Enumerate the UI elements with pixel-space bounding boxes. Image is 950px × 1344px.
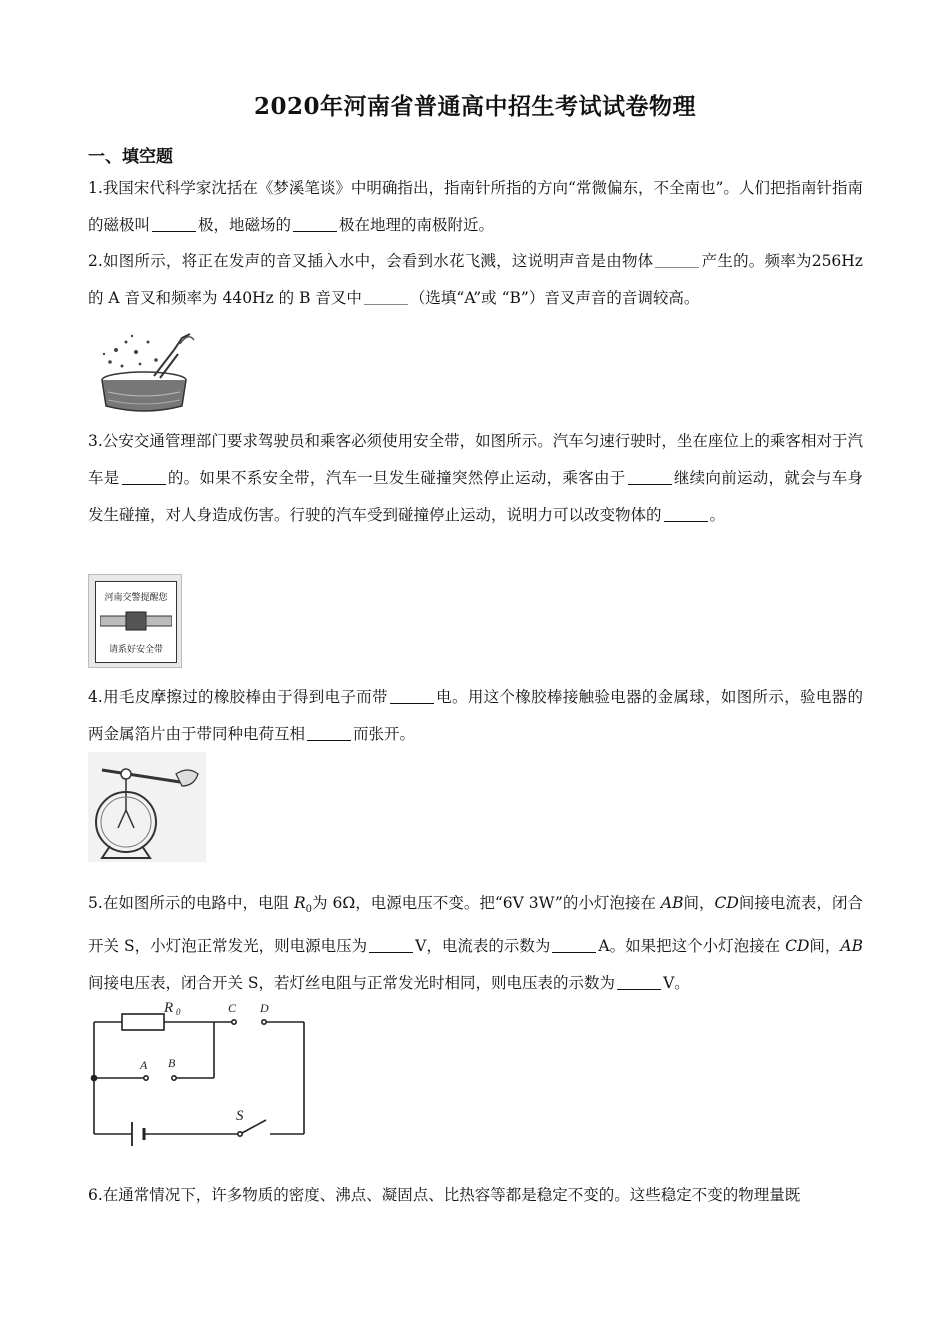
question-number: 5. bbox=[88, 894, 103, 912]
answer-blank[interactable] bbox=[152, 216, 196, 233]
seatbelt-sign-figure bbox=[88, 574, 182, 668]
answer-blank[interactable] bbox=[364, 289, 408, 306]
tuning-fork-figure bbox=[96, 330, 196, 414]
question-3: 3.公安交通管理部门要求驾驶员和乘客必须使用安全带，如图所示。汽车匀速行驶时，坐在座位上的乘客相对于汽车是 的。如果不系安全带，汽车一旦发生碰撞突然停止运动，乘客由于 继续向前运动，就会与车身发生碰撞，对人身造成伤害。行驶的汽车受到碰撞停止运动，说明力可以改变物体的 。 bbox=[88, 432, 863, 524]
sign-top-text: 河南交警提醒您 bbox=[104, 593, 168, 603]
question-number: 3. bbox=[88, 432, 103, 450]
question-1: 1.我国宋代科学家沈括在《梦溪笔谈》中明确指出，指南针所指的方向“常微偏东，不全南也”。人们把指南针指南的磁极叫 极，地磁场的 极在地理的南极附近。 bbox=[88, 179, 863, 234]
question-6: 6.在通常情况下，许多物质的密度、沸点、凝固点、比热容等都是稳定不变的。这些稳定不变的物理量既 bbox=[88, 1186, 801, 1204]
sign-bottom-text: 请系好安全带 bbox=[108, 645, 163, 655]
answer-blank[interactable] bbox=[390, 688, 434, 705]
sign-frame bbox=[95, 581, 177, 663]
label-d: D bbox=[260, 1001, 269, 1015]
answer-blank[interactable] bbox=[122, 469, 166, 486]
buckle-icon bbox=[100, 608, 172, 634]
electroscope-figure bbox=[88, 752, 206, 862]
answer-blank[interactable] bbox=[628, 469, 672, 486]
answer-blank[interactable] bbox=[552, 937, 596, 954]
answer-blank[interactable] bbox=[369, 937, 413, 954]
question-number: 4. bbox=[88, 688, 103, 706]
label-c: C bbox=[228, 1001, 237, 1015]
question-number: 1. bbox=[88, 179, 103, 197]
section-heading: 一、填空题 bbox=[88, 147, 173, 167]
question-number: 6. bbox=[88, 1186, 103, 1204]
answer-blank[interactable] bbox=[293, 216, 337, 233]
label-b: B bbox=[168, 1056, 176, 1070]
label-r0: R bbox=[164, 1000, 174, 1016]
answer-blank[interactable] bbox=[307, 725, 351, 742]
question-number: 2. bbox=[88, 252, 103, 270]
question-2: 2.如图所示，将正在发声的音叉插入水中，会看到水花飞溅，这说明声音是由物体 产生的。频率为256Hz 的 A 音叉和频率为 440Hz 的 B 音叉中 （选填“A”或 “B”）音叉声音的音调较高。 bbox=[88, 252, 863, 307]
answer-blank[interactable] bbox=[617, 974, 661, 991]
label-a: A bbox=[140, 1058, 148, 1072]
question-4: 4.用毛皮摩擦过的橡胶棒由于得到电子而带 电。用这个橡胶棒接触验电器的金属球，如图所示，验电器的两金属箔片由于带同种电荷互相 而张开。 bbox=[88, 688, 863, 743]
answer-blank[interactable] bbox=[664, 506, 708, 523]
label-r0-sub: 0 bbox=[176, 1007, 181, 1017]
answer-blank[interactable] bbox=[655, 252, 699, 269]
question-5: 5.在如图所示的电路中，电阻 $R_0$为 6Ω，电源电压不变。把“6V 3W”的小灯泡接在 AB间，CD间接电流表，闭合开关 S，小灯泡正常发光，则电源电压为 V，电流表的示数为 A。如果把这个小灯泡接在 CD间，AB间接电压表，闭合开关 S，若灯丝电阻与正常发光时相同，则电压表的示数为 V。 bbox=[88, 894, 863, 993]
label-s: S bbox=[236, 1108, 244, 1124]
page-title: 2020年河南省普通高中招生考试试卷物理 bbox=[253, 93, 696, 120]
circuit-diagram bbox=[88, 996, 318, 1148]
